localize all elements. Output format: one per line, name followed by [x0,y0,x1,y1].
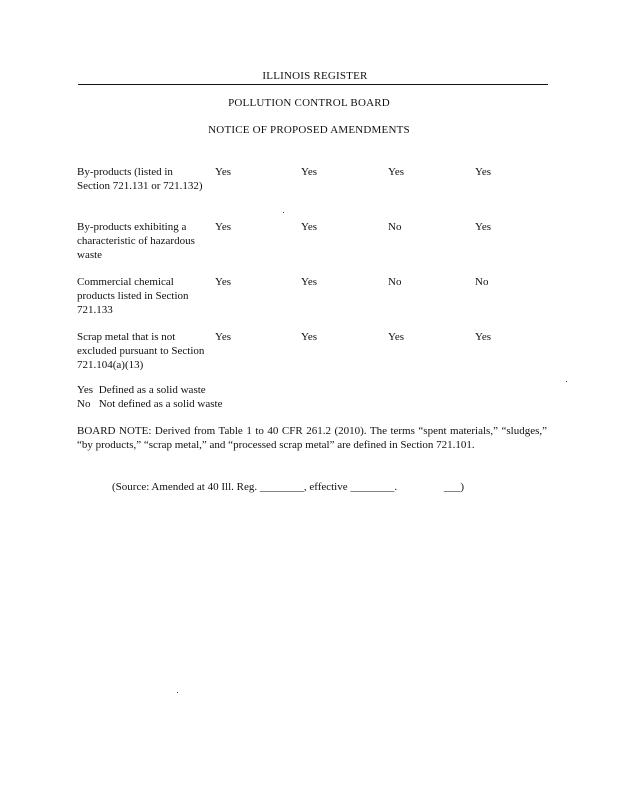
source-note: (Source: Amended at 40 Ill. Reg. ________, effective ________. ___) [112,481,465,493]
register-title: ILLINOIS REGISTER [245,69,385,85]
board-title: POLLUTION CONTROL BOARD [228,97,390,109]
table-row [77,220,547,275]
row-label: By-products exhibiting a characteristic of hazardous waste [77,221,195,261]
table-cell: Yes [388,166,405,178]
scan-speck [177,692,178,693]
table-cell: No [388,221,402,233]
table-cell: Yes [301,276,318,288]
table-row [77,165,547,220]
table-cell: Yes [301,331,318,343]
scan-speck [566,381,567,382]
scan-speck [283,212,284,213]
table-cell: Yes [475,166,492,178]
row-label: Commercial chemical products listed in Section 721.133 [77,276,189,316]
table-cell: Yes [475,331,492,343]
table-row [77,275,547,330]
table-cell: Yes [475,221,492,233]
header-rule-right [385,84,548,85]
row-label: Scrap metal that is not excluded pursuant to Section 721.104(a)(13) [77,331,205,371]
row-label: By-products (listed in Section 721.131 or 721.132) [77,166,203,192]
table-cell: Yes [215,276,232,288]
legend-item [77,383,222,397]
legend-key: No [77,398,91,410]
board-note: BOARD NOTE: Derived from Table 1 to 40 CFR 261.2 (2010). The terms “spent materials,” “sludges,” “by products,” “scrap metal,” and “processed scrap metal” are defined in Section 721.101. [77,425,547,451]
table-cell: No [475,276,489,288]
table-cell: Yes [301,166,318,178]
table-cell: Yes [215,331,232,343]
notice-title: NOTICE OF PROPOSED AMENDMENTS [208,124,410,136]
table-cell: Yes [215,166,232,178]
legend [77,383,222,411]
legend-text: Defined as a solid waste [98,384,206,396]
table-row [77,330,547,385]
table-cell: Yes [388,331,405,343]
legend-text: Not defined as a solid waste [98,398,223,410]
table-cell: Yes [215,221,232,233]
legend-item [77,397,222,411]
header-rule-left [78,84,245,85]
register-header [0,69,618,85]
solid-waste-table [77,165,547,385]
table-cell: No [388,276,402,288]
table-cell: Yes [301,221,318,233]
legend-key: Yes [77,384,94,396]
